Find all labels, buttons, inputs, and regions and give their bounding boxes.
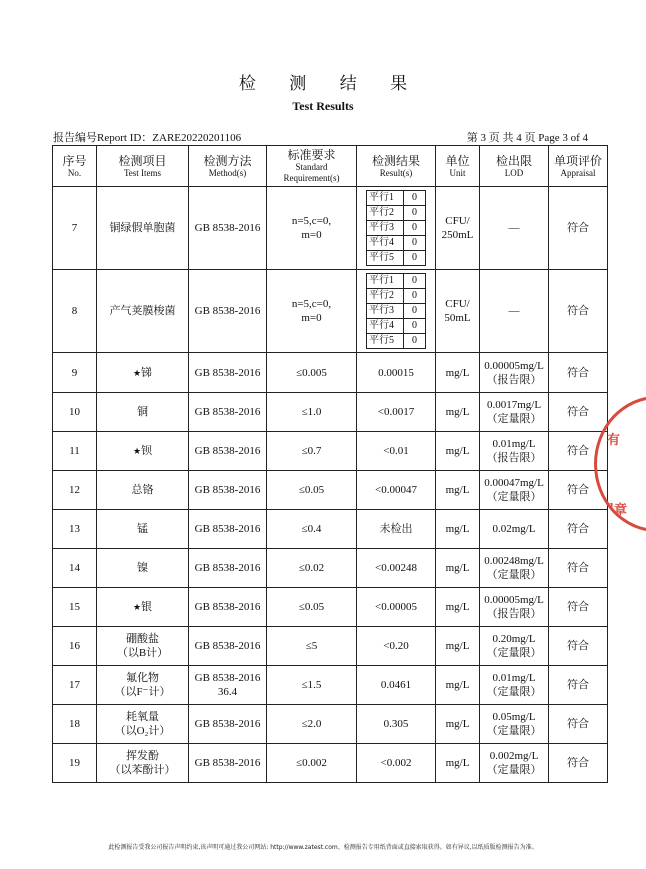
cell-lod: 0.00005mg/L （报告限） xyxy=(480,353,549,393)
cell-unit: mg/L xyxy=(436,744,480,783)
item-name: 总铬 xyxy=(131,484,154,496)
cell-item xyxy=(97,588,189,627)
cell-unit: CFU/ 50mL xyxy=(436,270,480,353)
col-header-lod: 检出限 LOD xyxy=(480,146,549,187)
cell-result: <0.20 xyxy=(357,627,436,666)
cell-item xyxy=(97,270,189,353)
cell-no: 14 xyxy=(53,549,97,588)
method-clause: 36.4 xyxy=(217,686,238,698)
cell-result: <0.00005 xyxy=(357,588,436,627)
table-row xyxy=(53,270,608,353)
cell-no: 10 xyxy=(53,393,97,432)
cell-lod: 0.0017mg/L （定量限） xyxy=(480,393,549,432)
cell-item xyxy=(97,471,189,510)
cell-lod: 0.02mg/L xyxy=(480,510,549,549)
col-header-result: 检测结果 Result(s) xyxy=(357,146,436,187)
cell-lod: 0.01mg/L （定量限） xyxy=(480,666,549,705)
cell-item xyxy=(97,705,189,744)
lod-type: （定量限） xyxy=(486,686,542,698)
item-basis: （以B计） xyxy=(116,647,169,659)
cell-lod: 0.20mg/L （定量限） xyxy=(480,627,549,666)
seal-text-top: 有 xyxy=(607,433,621,448)
parallel-row: 平行1 0 xyxy=(367,274,426,289)
seal-text-bottom: 用章 xyxy=(601,503,628,518)
cell-unit: mg/L xyxy=(436,353,480,393)
table-row xyxy=(53,432,608,471)
col-header-method: 检测方法 Method(s) xyxy=(189,146,267,187)
item-name: 镍 xyxy=(137,562,148,574)
cell-requirement: ≤0.05 xyxy=(267,471,357,510)
cell-appraisal: 符合 xyxy=(549,393,608,432)
item-basis: （以O₂计） xyxy=(114,725,171,737)
cell-no: 7 xyxy=(53,187,97,270)
cell-requirement: ≤0.005 xyxy=(267,353,357,393)
cell-requirement: ≤0.4 xyxy=(267,510,357,549)
cell-result xyxy=(357,270,436,353)
cell-lod: — xyxy=(480,270,549,353)
page-info: 第 3 页 共 4 页 Page 3 of 4 xyxy=(466,132,588,144)
item-name: 锑 xyxy=(141,366,153,379)
cell-method: GB 8538-2016 xyxy=(189,549,267,588)
cell-no: 18 xyxy=(53,705,97,744)
table-row xyxy=(53,393,608,432)
parallel-row: 平行3 0 xyxy=(367,221,426,236)
cell-appraisal: 符合 xyxy=(549,510,608,549)
cell-item xyxy=(97,187,189,270)
parallel-results xyxy=(366,190,426,266)
item-name: 硼酸盐 xyxy=(126,633,159,645)
table-row xyxy=(53,471,608,510)
lod-type: （定量限） xyxy=(486,413,542,425)
cell-appraisal: 符合 xyxy=(549,549,608,588)
page-subtitle: Test Results xyxy=(292,99,354,113)
table-row xyxy=(53,588,608,627)
cell-method: GB 8538-2016 xyxy=(189,588,267,627)
cell-requirement: ≤0.05 xyxy=(267,588,357,627)
item-name: 铜绿假单胞菌 xyxy=(109,222,176,234)
lod-type: （定量限） xyxy=(486,764,542,776)
table-row xyxy=(53,705,608,744)
item-name: 银 xyxy=(141,601,153,613)
item-name: 钡 xyxy=(141,445,153,457)
cell-appraisal: 符合 xyxy=(549,353,608,393)
cell-method: GB 8538-2016 36.4 xyxy=(189,666,267,705)
cell-no: 8 xyxy=(53,270,97,353)
cell-lod: 0.00047mg/L （定量限） xyxy=(480,471,549,510)
cell-requirement: ≤5 xyxy=(267,627,357,666)
lod-type: （定量限） xyxy=(486,725,542,737)
cell-requirement: ≤2.0 xyxy=(267,705,357,744)
cell-requirement: ≤1.0 xyxy=(267,393,357,432)
cell-requirement: n=5,c=0, m=0 xyxy=(267,187,357,270)
cell-item xyxy=(97,510,189,549)
cell-item xyxy=(97,549,189,588)
lod-type: （定量限） xyxy=(486,569,542,581)
cell-no: 19 xyxy=(53,744,97,783)
cell-item xyxy=(97,627,189,666)
parallel-row: 平行1 0 xyxy=(367,191,426,206)
cell-appraisal: 符合 xyxy=(549,432,608,471)
report-id: 报告编号Report ID：ZARE20220201106 xyxy=(53,132,242,144)
cell-method: GB 8538-2016 xyxy=(189,510,267,549)
cell-result: <0.0017 xyxy=(357,393,436,432)
cell-method: GB 8538-2016 xyxy=(189,744,267,783)
table-row xyxy=(53,510,608,549)
lod-type: （定量限） xyxy=(486,647,542,659)
cell-appraisal: 符合 xyxy=(549,588,608,627)
table-row xyxy=(53,353,608,393)
col-header-item: 检测项目 Test Items xyxy=(97,146,189,187)
cell-result xyxy=(357,187,436,270)
cell-method: GB 8538-2016 xyxy=(189,627,267,666)
cell-method: GB 8538-2016 xyxy=(189,187,267,270)
cell-unit: mg/L xyxy=(436,588,480,627)
item-name: 锰 xyxy=(137,523,148,535)
footer-statement: 此检测报告受我公司报告声明约束,该声明可通过我公司网站: http://www.zatest.com、检测报告专用纸背面或直接索取获得。如有异议,以纸质版检测报告为准。 xyxy=(108,844,538,851)
table-row xyxy=(53,187,608,270)
cell-lod: 0.002mg/L （定量限） xyxy=(480,744,549,783)
cell-lod: 0.01mg/L （报告限） xyxy=(480,432,549,471)
cell-result: 0.00015 xyxy=(357,353,436,393)
parallel-row: 平行5 0 xyxy=(367,334,426,349)
cell-appraisal: 符合 xyxy=(549,471,608,510)
results-table xyxy=(52,145,608,783)
lod-type: （定量限） xyxy=(486,491,542,503)
cell-result: 0.305 xyxy=(357,705,436,744)
cell-item xyxy=(97,666,189,705)
cell-requirement: n=5,c=0, m=0 xyxy=(267,270,357,353)
cell-method: GB 8538-2016 xyxy=(189,705,267,744)
cell-no: 11 xyxy=(53,432,97,471)
col-header-unit: 单位 Unit xyxy=(436,146,480,187)
parallel-row: 平行4 0 xyxy=(367,236,426,251)
cell-unit: mg/L xyxy=(436,432,480,471)
col-header-appraisal: 单项评价 Appraisal xyxy=(549,146,608,187)
cell-appraisal: 符合 xyxy=(549,270,608,353)
cell-result: 0.0461 xyxy=(357,666,436,705)
table-header-row xyxy=(53,146,608,187)
cell-appraisal: 符合 xyxy=(549,744,608,783)
cell-lod: 0.00005mg/L （报告限） xyxy=(480,588,549,627)
item-basis: （以苯酚计） xyxy=(109,764,176,776)
cell-unit: mg/L xyxy=(436,549,480,588)
cell-method: GB 8538-2016 xyxy=(189,471,267,510)
cell-result: <0.00047 xyxy=(357,471,436,510)
item-name: 氟化物 xyxy=(126,672,159,684)
parallel-row: 平行2 0 xyxy=(367,289,426,304)
table-row xyxy=(53,666,608,705)
star-mark: ★ xyxy=(132,446,142,456)
cell-lod: — xyxy=(480,187,549,270)
cell-no: 13 xyxy=(53,510,97,549)
cell-method: GB 8538-2016 xyxy=(189,432,267,471)
item-name: 挥发酚 xyxy=(126,750,159,762)
table-row xyxy=(53,627,608,666)
cell-no: 17 xyxy=(53,666,97,705)
cell-no: 9 xyxy=(53,353,97,393)
page-title: 检 测 结 果 xyxy=(238,74,422,94)
star-mark: ★ xyxy=(132,602,142,612)
cell-result: <0.00248 xyxy=(357,549,436,588)
lod-type: （报告限） xyxy=(486,452,542,464)
cell-requirement: ≤1.5 xyxy=(267,666,357,705)
cell-appraisal: 符合 xyxy=(549,666,608,705)
table-row xyxy=(53,744,608,783)
parallel-row: 平行2 0 xyxy=(367,206,426,221)
cell-result: 未检出 xyxy=(357,510,436,549)
lod-type: （报告限） xyxy=(486,373,542,386)
cell-result: <0.01 xyxy=(357,432,436,471)
parallel-results xyxy=(366,273,426,349)
cell-unit: mg/L xyxy=(436,705,480,744)
parallel-row: 平行4 0 xyxy=(367,319,426,334)
col-header-no: 序号 No. xyxy=(53,146,97,187)
parallel-row: 平行5 0 xyxy=(367,251,426,266)
item-name: 产气荚膜梭菌 xyxy=(109,305,176,317)
cell-item xyxy=(97,744,189,783)
cell-appraisal: 符合 xyxy=(549,627,608,666)
cell-item xyxy=(97,353,189,393)
table-row xyxy=(53,549,608,588)
cell-item xyxy=(97,432,189,471)
cell-unit: mg/L xyxy=(436,471,480,510)
cell-method: GB 8538-2016 xyxy=(189,270,267,353)
cell-requirement: ≤0.7 xyxy=(267,432,357,471)
cell-lod: 0.05mg/L （定量限） xyxy=(480,705,549,744)
cell-appraisal: 符合 xyxy=(549,187,608,270)
cell-appraisal: 符合 xyxy=(549,705,608,744)
cell-item xyxy=(97,393,189,432)
item-basis: （以F⁻计） xyxy=(114,686,171,698)
cell-method: GB 8538-2016 xyxy=(189,393,267,432)
cell-unit: mg/L xyxy=(436,510,480,549)
parallel-row: 平行3 0 xyxy=(367,304,426,319)
cell-no: 15 xyxy=(53,588,97,627)
col-header-requirement: 标准要求 Standard Requirement(s) xyxy=(267,146,357,187)
cell-unit: CFU/ 250mL xyxy=(436,187,480,270)
cell-unit: mg/L xyxy=(436,627,480,666)
cell-no: 16 xyxy=(53,627,97,666)
cell-requirement: ≤0.002 xyxy=(267,744,357,783)
item-name: 耗氧量 xyxy=(126,711,159,723)
lod-type: （报告限） xyxy=(486,608,542,620)
cell-requirement: ≤0.02 xyxy=(267,549,357,588)
cell-no: 12 xyxy=(53,471,97,510)
cell-unit: mg/L xyxy=(436,393,480,432)
cell-result: <0.002 xyxy=(357,744,436,783)
cell-lod: 0.00248mg/L （定量限） xyxy=(480,549,549,588)
star-mark: ★ xyxy=(132,367,142,378)
item-name: 铜 xyxy=(137,406,148,418)
cell-method: GB 8538-2016 xyxy=(189,353,267,393)
cell-unit: mg/L xyxy=(436,666,480,705)
